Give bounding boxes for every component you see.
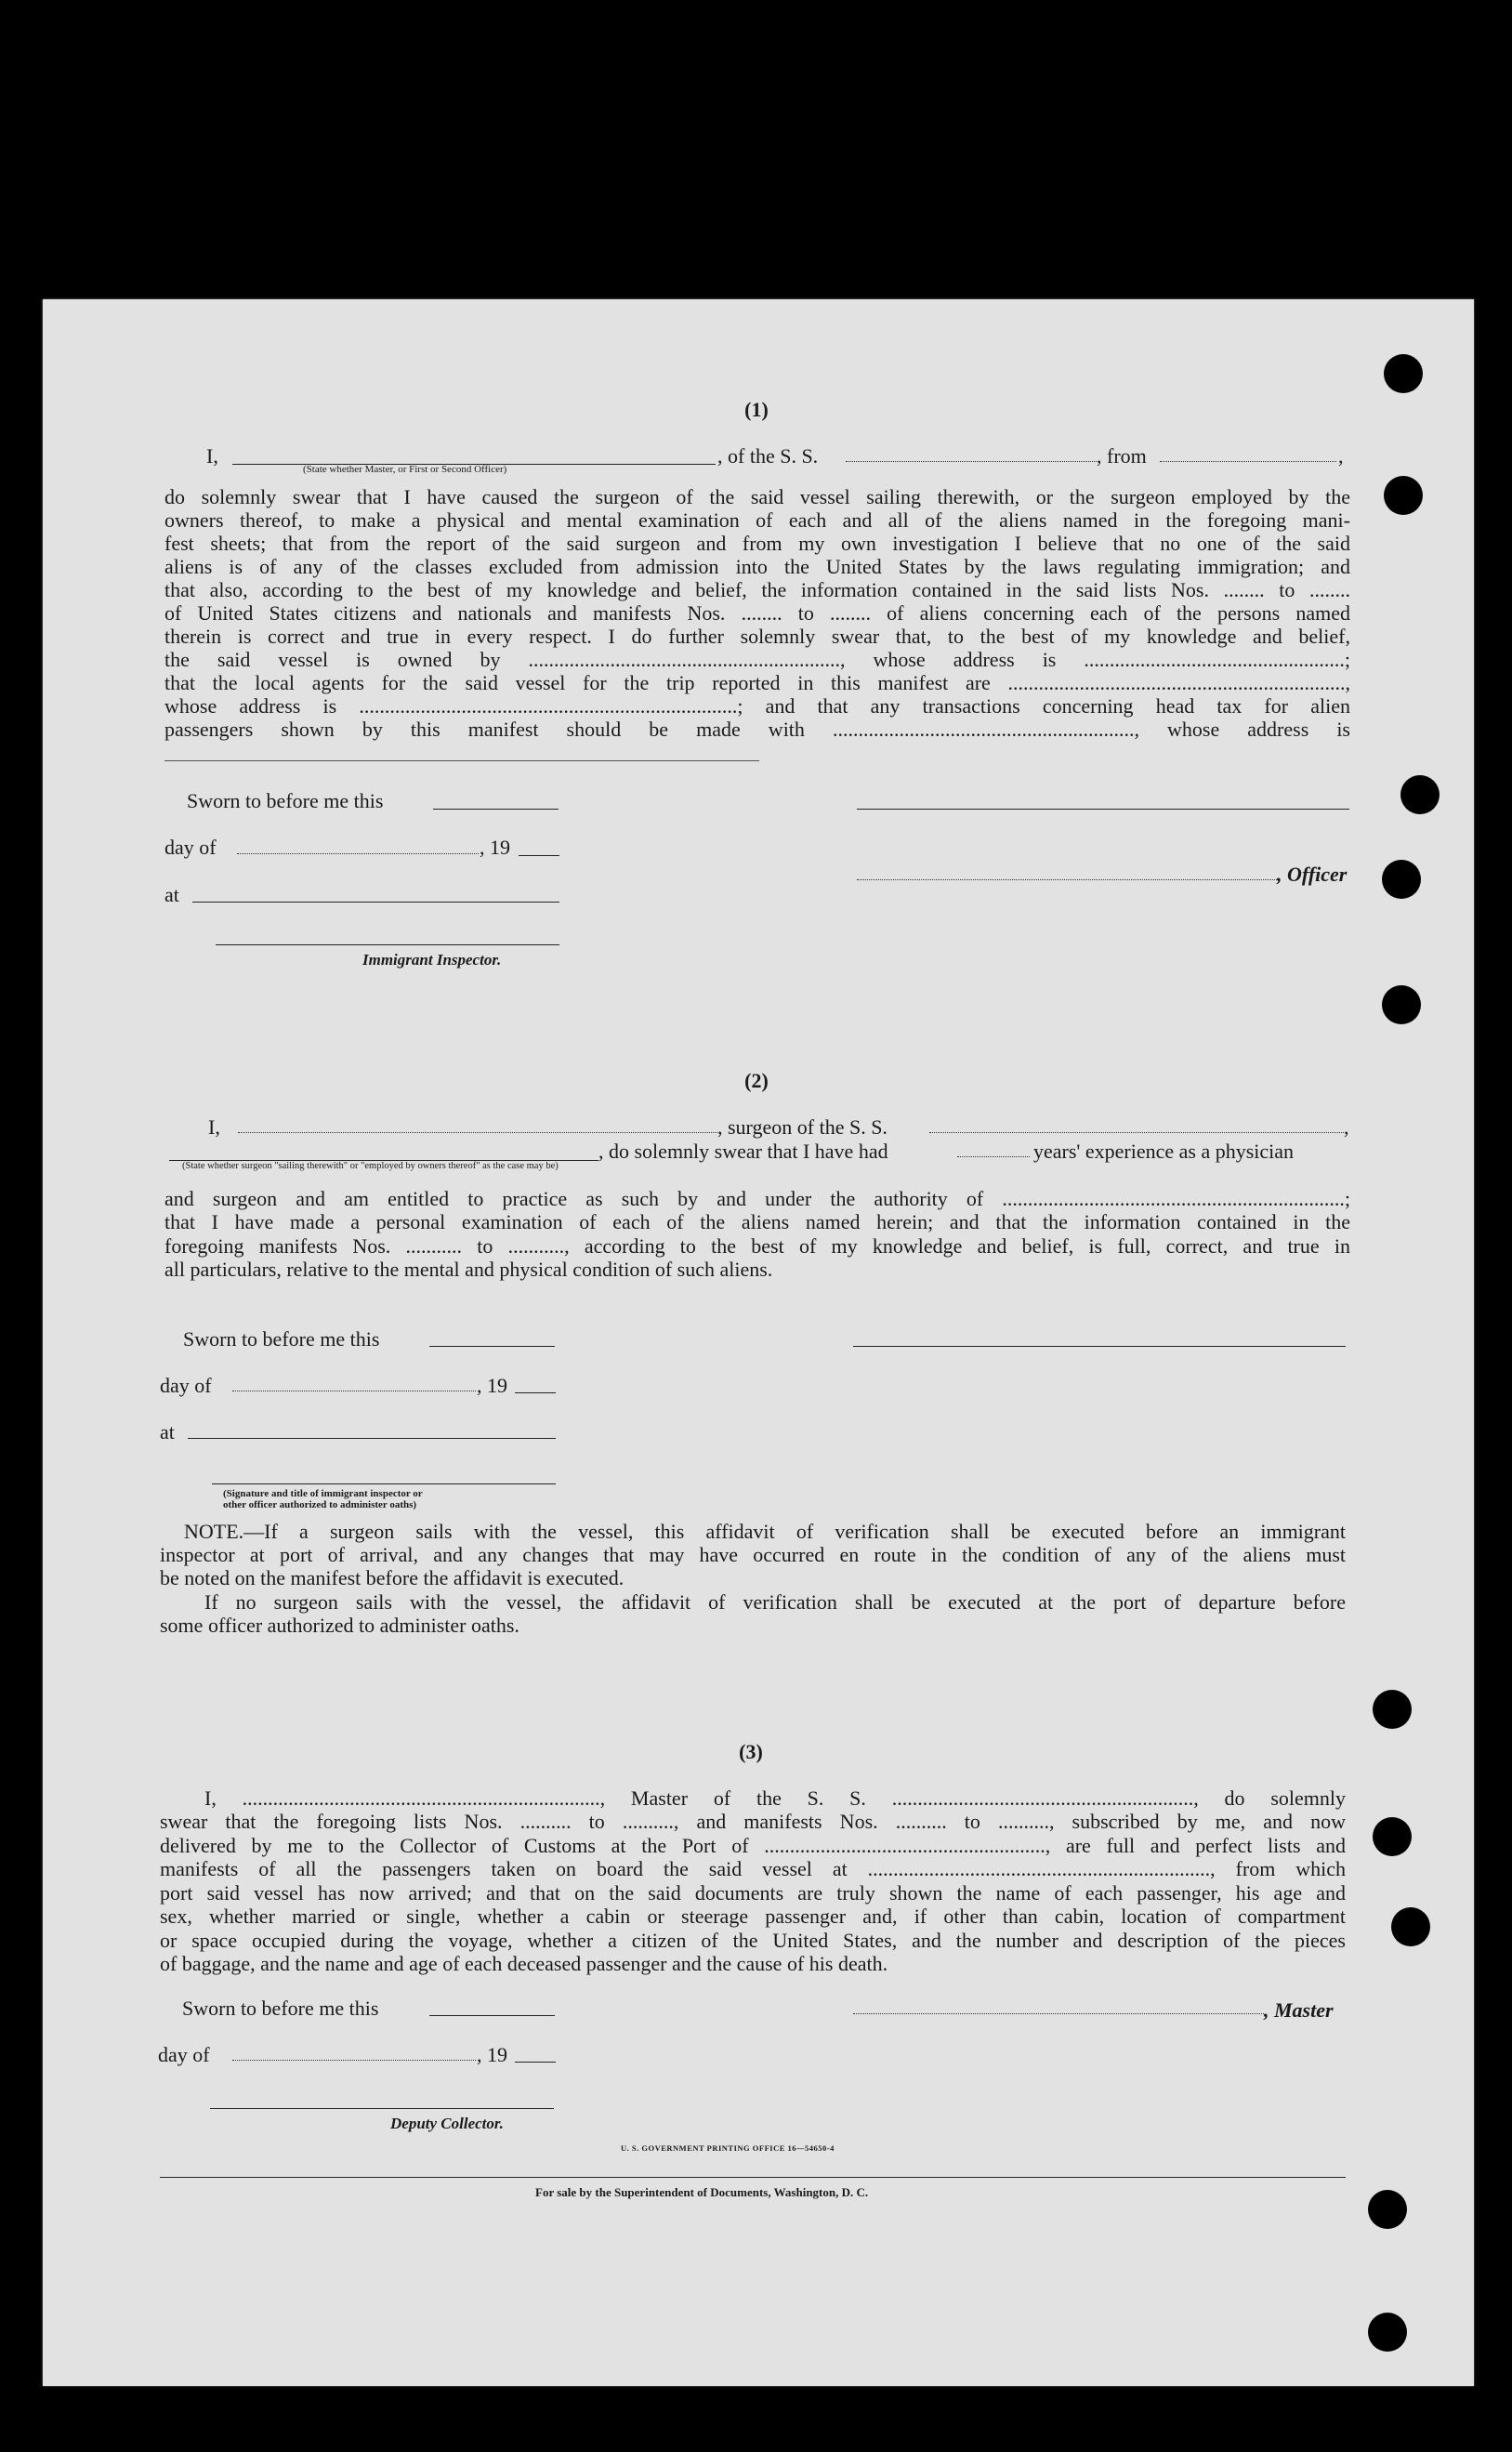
- section-3-number: (3): [739, 1740, 763, 1763]
- s1-from: , from: [1097, 444, 1147, 468]
- s2-sig-note-1: (Signature and title of immigrant inspector or: [223, 1488, 423, 1499]
- s3-par-6: or space occupied during the voyage, whether a citizen of the United States, and the number and description of the pieces: [160, 1929, 1346, 1952]
- s1-address-field[interactable]: [164, 760, 759, 761]
- s1-vessel-field[interactable]: [846, 461, 1097, 462]
- s1-inspector-signature-field[interactable]: [216, 944, 559, 945]
- s3-par-1: swear that the foregoing lists Nos. .......... to .........., and manifests Nos. .......... to .........., subscribed by me, and now: [160, 1810, 1346, 1833]
- s1-par-9: whose address is ..........................................................................; and that any transactions concerning head tax for alien: [164, 694, 1350, 718]
- s2-par-0: and surgeon and am entitled to practice as such by and under the authority of ...................................................................;: [164, 1187, 1350, 1210]
- s2-surgeon-name-field[interactable]: [238, 1132, 717, 1133]
- punch-hole: [1384, 476, 1423, 515]
- s1-par-8: that the local agents for the said vessel for the trip reported in this manifest are ..................................................................,: [164, 671, 1350, 694]
- s3-par-2: delivered by me to the Collector of Customs at the Port of ......................................................., are full and perfect lists and: [160, 1834, 1346, 1857]
- s2-par-3: all particulars, relative to the mental and physical condition of such aliens.: [164, 1258, 773, 1281]
- s2-years-field[interactable]: [957, 1156, 1030, 1157]
- s2-sworn-date-field[interactable]: [429, 1346, 555, 1347]
- s2-par-2: foregoing manifests Nos. ........... to ..........., according to the best of my knowledge and belief, is full, correct, and true in: [164, 1234, 1350, 1258]
- punch-hole: [1373, 1690, 1412, 1729]
- s1-day-of: day of: [164, 836, 217, 859]
- s1-officer-label: , Officer: [1277, 863, 1348, 886]
- s2-year: , 19: [477, 1374, 507, 1397]
- sale-line: For sale by the Superintendent of Documents, Washington, D. C.: [535, 2185, 869, 2199]
- s1-year: , 19: [480, 836, 510, 859]
- s1-at-field[interactable]: [192, 902, 559, 903]
- s1-officer-signature-field[interactable]: [857, 809, 1349, 810]
- s1-par-7: the said vessel is owned by ............................................................., whose address is ...................................................;: [164, 648, 1350, 671]
- s2-status-note: (State whether surgeon "sailing therewith" or "employed by owners thereof" as the case may be): [182, 1161, 559, 1171]
- s2-note-4: some officer authorized to administer oaths.: [160, 1614, 519, 1637]
- s3-par-0: I, ......................................................................, Master of the S. S. ..........................................................., do solemnly: [204, 1786, 1346, 1810]
- s2-note-3: If no surgeon sails with the vessel, the affidavit of verification shall be executed at the port of departure before: [204, 1590, 1346, 1614]
- s2-year-field[interactable]: [515, 1392, 556, 1393]
- s3-master-signature-field[interactable]: [853, 2013, 1264, 2014]
- s1-comma: ,: [1338, 444, 1344, 468]
- s3-deputy-signature-field[interactable]: [210, 2108, 554, 2109]
- s1-sworn: Sworn to before me this: [187, 789, 384, 812]
- s1-par-4: that also, according to the best of my knowledge and belief, the information contained in the said lists Nos. ........ to ........: [164, 578, 1350, 601]
- punch-hole: [1400, 775, 1440, 814]
- s3-sworn: Sworn to before me this: [182, 1997, 379, 2020]
- s3-year-field[interactable]: [515, 2062, 556, 2063]
- s2-note-2: be noted on the manifest before the affidavit is executed.: [160, 1566, 625, 1589]
- s3-deputy-label: Deputy Collector.: [390, 2115, 504, 2132]
- s3-par-4: port said vessel has now arrived; and that on the said documents are truly shown the name of each passenger, his age and: [160, 1881, 1346, 1905]
- s2-comma: ,: [1344, 1115, 1349, 1139]
- s3-sworn-date-field[interactable]: [429, 2015, 555, 2016]
- s2-swear: , do solemnly swear that I have had: [598, 1140, 888, 1163]
- s1-par-2: fest sheets; that from the report of the said surgeon and from my own investigation I believe that no one of the said: [164, 532, 1350, 555]
- s1-officer-note: (State whether Master, or First or Second Officer): [303, 464, 507, 475]
- s1-par-1: owners thereof, to make a physical and mental examination of each and all of the aliens named in the foregoing mani-: [164, 508, 1350, 532]
- s1-par-3: aliens is of any of the classes excluded from admission into the United States by the laws regulating immigration; and: [164, 555, 1350, 578]
- punch-hole: [1391, 1907, 1430, 1946]
- s2-at: at: [160, 1420, 175, 1444]
- s1-day-field[interactable]: [237, 853, 479, 854]
- s1-inspector-label: Immigrant Inspector.: [362, 951, 502, 969]
- punch-hole: [1368, 2190, 1407, 2229]
- s1-year-field[interactable]: [519, 855, 559, 856]
- s3-par-5: sex, whether married or single, whether a cabin or steerage passenger and, if other than cabin, location of compartment: [160, 1905, 1346, 1928]
- s1-officer-title-field[interactable]: [857, 879, 1277, 880]
- s3-par-7: of baggage, and the name and age of each deceased passenger and the cause of his death.: [160, 1952, 888, 1975]
- s2-surgeon-of-ss: , surgeon of the S. S.: [717, 1115, 887, 1139]
- s3-par-3: manifests of all the passengers taken on board the said vessel at ..................................................................., from which: [160, 1857, 1346, 1880]
- s2-years-label: years' experience as a physician: [1033, 1140, 1295, 1163]
- punch-hole: [1373, 1817, 1412, 1856]
- s2-note-0: NOTE.—If a surgeon sails with the vessel, this affidavit of verification shall be executed before an immigrant: [184, 1520, 1346, 1543]
- s2-vessel-field[interactable]: [929, 1132, 1344, 1133]
- punch-hole: [1384, 354, 1423, 393]
- section-2-number: (2): [744, 1069, 769, 1092]
- punch-hole: [1382, 860, 1421, 899]
- punch-hole: [1382, 985, 1421, 1024]
- s2-day-of: day of: [160, 1374, 212, 1397]
- s3-year: , 19: [477, 2043, 507, 2066]
- section-1-number: (1): [744, 398, 769, 421]
- s1-i: I,: [206, 444, 218, 468]
- s1-par-10: passengers shown by this manifest should be made with ..........................................................., whose address is: [164, 718, 1350, 741]
- s3-day-field[interactable]: [232, 2060, 476, 2061]
- s2-inspector-signature-field[interactable]: [212, 1483, 556, 1484]
- s1-sworn-date-field[interactable]: [433, 809, 559, 810]
- s2-sig-note-2: other officer authorized to administer oaths): [223, 1499, 417, 1510]
- s2-note-1: inspector at port of arrival, and any changes that may have occurred en route in the condition of any of the aliens must: [160, 1543, 1346, 1566]
- s1-of-ss: , of the S. S.: [717, 444, 819, 468]
- s2-par-1: that I have made a personal examination of each of the aliens named herein; and that the information contained in the: [164, 1210, 1350, 1233]
- s1-par-5: of United States citizens and nationals and manifests Nos. ........ to ........ of aliens concerning each of the persons named: [164, 601, 1350, 625]
- s3-master-label: , Master: [1264, 1998, 1334, 2022]
- printing-office-line: U. S. GOVERNMENT PRINTING OFFICE 16—54650-4: [621, 2143, 835, 2153]
- s1-par-6: therein is correct and true in every respect. I do further solemnly swear that, to the best of my knowledge and belief,: [164, 625, 1350, 648]
- s1-at: at: [164, 883, 179, 906]
- footer-rule: [160, 2177, 1346, 2178]
- punch-hole: [1368, 2313, 1407, 2352]
- s1-from-field[interactable]: [1160, 461, 1336, 462]
- s1-par-0: do solemnly swear that I have caused the surgeon of the said vessel sailing therewith, or the surgeon employed by the: [164, 485, 1350, 508]
- s2-sworn: Sworn to before me this: [183, 1327, 380, 1351]
- s2-surgeon-signature-field[interactable]: [853, 1346, 1346, 1347]
- s2-i: I,: [208, 1115, 220, 1139]
- s3-day-of: day of: [158, 2043, 210, 2066]
- s2-at-field[interactable]: [188, 1438, 556, 1439]
